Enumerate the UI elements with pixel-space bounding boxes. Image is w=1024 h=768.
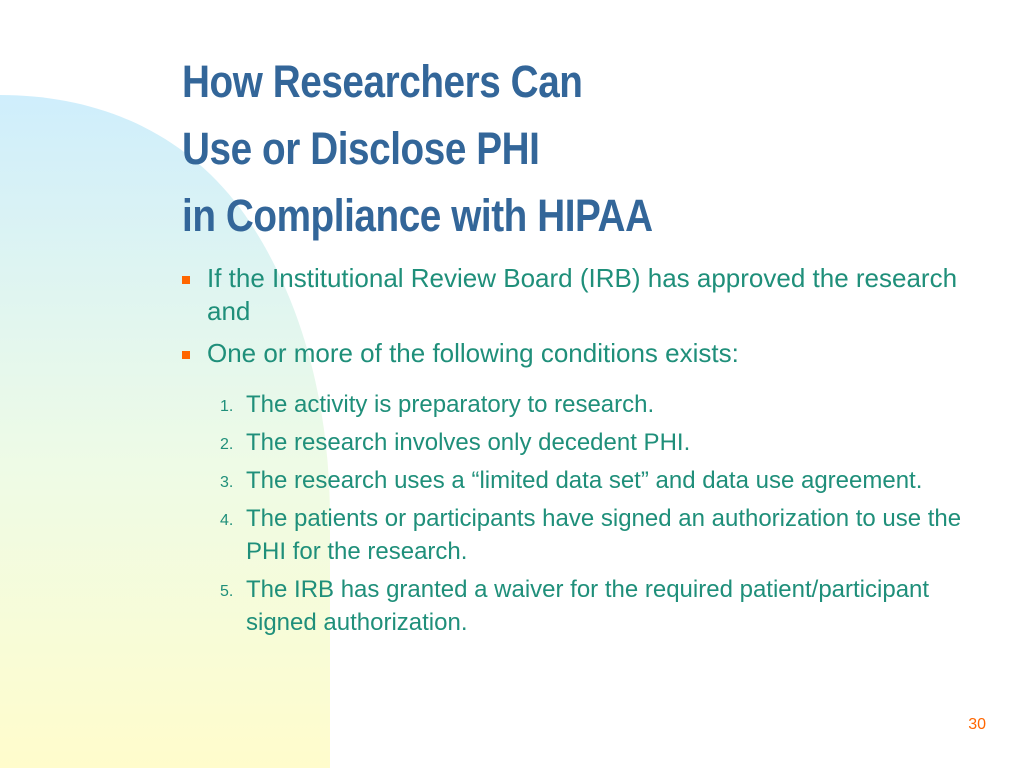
condition-text: The activity is preparatory to research. — [246, 391, 655, 418]
bullet-item — [182, 337, 982, 370]
condition-text: The patients or participants have signed an authorization to use the PHI for the research. — [246, 505, 962, 565]
condition-number: 4. — [220, 512, 234, 529]
condition-item — [220, 426, 980, 459]
bullet-text: If the Institutional Review Board (IRB) has approved the research and — [207, 263, 958, 326]
title-line-2: Use or Disclose PHI — [182, 123, 540, 174]
conditions-list — [220, 388, 980, 644]
title-line-3: in Compliance with HIPAA — [182, 190, 653, 241]
condition-number: 1. — [220, 398, 234, 415]
bullet-item — [182, 262, 982, 328]
page-number: 30 — [968, 716, 986, 733]
condition-number: 3. — [220, 474, 234, 491]
bullet-text: One or more of the following conditions exists: — [207, 338, 739, 368]
title-line-1: How Researchers Can — [182, 56, 583, 107]
condition-item — [220, 388, 980, 421]
condition-text: The research involves only decedent PHI. — [246, 429, 691, 456]
condition-text: The IRB has granted a waiver for the required patient/participant signed authorization. — [246, 576, 930, 636]
square-bullet-icon — [182, 351, 190, 359]
condition-item — [220, 573, 980, 639]
condition-number: 5. — [220, 583, 234, 600]
condition-item — [220, 502, 980, 568]
slide-title — [182, 48, 870, 249]
bullet-list — [182, 262, 982, 379]
condition-number: 2. — [220, 436, 234, 453]
condition-text: The research uses a “limited data set” and data use agreement. — [246, 467, 923, 494]
condition-item — [220, 464, 980, 497]
square-bullet-icon — [182, 276, 190, 284]
